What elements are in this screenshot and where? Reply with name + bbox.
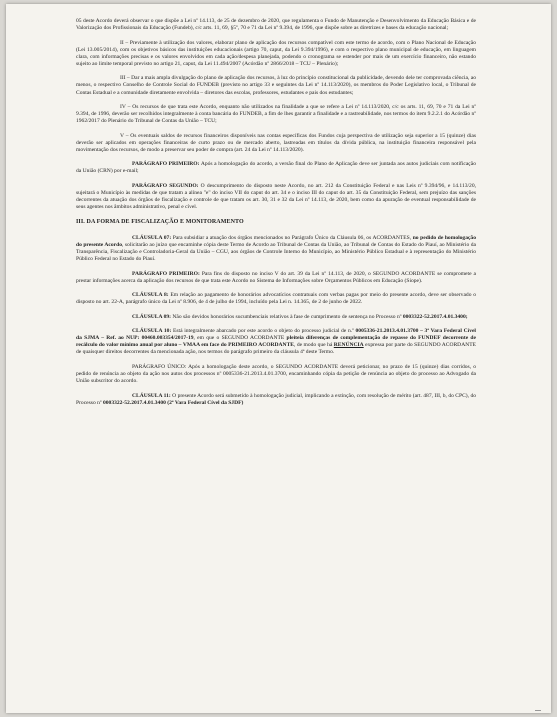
clause-emphasis: no pedido de homologação do presente Acordo bbox=[76, 234, 476, 248]
clause-lead: CLÁUSULA 10: bbox=[132, 328, 172, 335]
clause-item-iv: IV – Os recursos de que trata este Acordo, enquanto não utilizados na finalidade a que se refere a Lei nº 14.113/2020, c/c os arts. 11, 69, 70 e 71 da Lei nº 9.394, de 1996, deverão ser recolhidos integralmente à conta bancária do FUNDEB, a fim de lhes garantir a finalidade e a rastreabilidade, nos termos do item 9.2.2.1 do Acórdão nº 1962/2017 do Plenário do Tribunal de Contas da União – TCU; bbox=[76, 104, 476, 125]
clause-lead: CLÁUSULA 09: bbox=[132, 313, 171, 320]
clause-item-ii: II – Previamente à utilização dos valores, elaborar plano de aplicação dos recursos compatível com este termo de acordo, com o Plano Nacional de Educação (Lei 13.005/2014), com os objetivos básicos das instituições educacionais (artigo 70, caput, da Lei 9.394/1996), e com o respectivo plano municipal de educação, em linguagem clara, com informações precisas e os valores envolvidos em cada ação/despesa planejada, podendo o cronograma se estender por mais de um exercício financeiro, não estando sujeito ao limite temporal previsto no artigo 21, caput, da Lei 11.494/2007 (Acórdão nº 2866/2018 – TCU – Plenário); bbox=[76, 39, 476, 67]
process-number: 0005336-21.2013.4.01.3700 – 3ª Vara Federal Cível da SJMA – Ref. ao NUP: 00460.003354/2017-19 bbox=[76, 328, 476, 342]
paragraph-text: O descumprimento do disposto neste Acordo, no art. 212 da Constituição Federal e nas Leis nº 9.394/96, e 14.113/20, sujeitará o Município às medidas de que tratam a alínea "e" do inciso VII do caput do art. 34 e o inciso III do caput do art. 35 da Constituição Federal, sem prejuízo das sanções decorrentes da atuação dos órgãos de fiscalização e controle de que tratam os art. 30, 31 e 32 da Lei nº 14.113, de 2020, bem como da apuração de eventual responsabilidade de seus agentes nos âmbitos administrativo, penal e cível. bbox=[76, 182, 476, 211]
paragraph-text: Após a homologação do acordo, a versão final do Plano de Aplicação deve ser juntada aos autos judiciais com notificação da União (CRN) por e-mail; bbox=[76, 161, 476, 175]
clause-text: Está integralmente abarcado por este acordo o objeto do processo judicial de n.º bbox=[171, 328, 356, 335]
paragraph-text: Para fins do disposto no inciso V do art. 39 da Lei nº 14.113, de 2020, o SEGUNDO ACORDANTE se compromete a prestar informações acerca da aplicação dos recursos de que trata este Acordo no Sistema de Informações sobre Orçamentos Públicos em Educação (Siope). bbox=[76, 270, 476, 284]
clausula-10-paragrafo-unico: PARÁGRAFO ÚNICO: Após a homologação deste acordo, o SEGUNDO ACORDANTE deverá peticionar, no prazo de 15 (quinze) dias corridos, o pedido de renúncia ao objeto da ação nos autos dos processos nº 0005336-21.2013.4.01.3700, encaminhando cópia da petição de renúncia ao objeto do processo ao Advogado da União subscritor do acordo. bbox=[76, 363, 476, 385]
clause-text: , de modo que há bbox=[293, 342, 334, 349]
document-page bbox=[6, 4, 551, 713]
paragrafo-primeiro bbox=[76, 161, 476, 175]
paragraph-lead: PARÁGRAFO PRIMEIRO: bbox=[132, 270, 200, 277]
clausula-10 bbox=[76, 328, 476, 356]
clausula-11 bbox=[76, 393, 476, 407]
clause-lead: CLÁUSULA 8: bbox=[132, 292, 169, 299]
clause-emphasis: pleiteia diferenças de complementação de repasse do FUNDEF decorrente de recálculo do valor mínimo anual por aluno – VMAA em face do PRIMEIRO ACORDANTE bbox=[76, 335, 476, 349]
document-body bbox=[76, 18, 476, 414]
process-number: 0003322-52.2017.4.01.3400 (2ª Vara Federal Cível da SJDF) bbox=[103, 399, 244, 406]
clause-text: Não são devidos honorários sucumbenciais relativos à fase de cumprimento de sentença no Processo nº bbox=[171, 313, 403, 320]
clausula-09 bbox=[76, 314, 476, 321]
paragraph-lead: PARÁGRAFO SEGUNDO: bbox=[132, 182, 199, 189]
clause-item-v: V – Os eventuais saldos de recursos financeiros disponíveis nas contas específicas dos Fundos cuja perspectiva de utilização seja superior a 15 (quinze) dias deverão ser aplicados em operações financeiras de curto prazo ou de mercado aberto, lastreadas em títulos da dívida pública, na instituição financeira responsável pela movimentação dos recursos, de modo a preservar seu poder de compra (art. 24 da Lei nº 14.113/2020). bbox=[76, 132, 476, 153]
clause-text: Em relação ao pagamento de honorários advocatícios contratuais com verbas pagas por meio do presente acordo, deve ser observado o disposto no art. 22-A, parágrafo único da Lei nº 8.906, de 4 de julho de 1994, incluído pela Lei n. 14.365, de 2 de junho de 2022. bbox=[76, 292, 476, 306]
renuncia-emphasis: RENÚNCIA bbox=[333, 342, 364, 349]
section-heading: III. DA FORMA DE FISCALIZAÇÃO E MONITORAMENTO bbox=[76, 218, 244, 225]
process-number: 0003322-52.2017.4.01.3400; bbox=[402, 313, 468, 320]
clause-text: , solicitarão ao juízo que encaminhe cópia deste Termo de Acordo ao Tribunal de Contas da União, ao Tribunal de Contas do Estado do Piauí, ao Ministério da Transparência, Fiscalização e Controladoria-Geral da União – CGU, aos órgãos de Controle Interno do Município, ao Ministério Público Estadual e à representação do Ministério Público Federal no Estado do Piauí. bbox=[76, 241, 476, 263]
clausula-07 bbox=[76, 235, 476, 263]
paragraph-fundeb-reference: 05 deste Acordo deverá observar o que dispõe a Lei nº 14.113, de 25 de dezembro de 2020, que regulamenta o Fundo de Manutenção e Desenvolvimento da Educação Básica e de Valorização dos Profissionais da Educação (Fundeb), c/c arts. 11, 69, §5º, 70 e 71 da Lei nº 9.394, de 1996, que dispõe sobre as diretrizes e bases da educação nacional; bbox=[76, 18, 476, 32]
clause-lead: CLÁUSULA 07: bbox=[132, 234, 172, 241]
paragraph-lead: PARÁGRAFO PRIMEIRO: bbox=[132, 161, 200, 168]
clause-text: O presente Acordo será submetido à homologação judicial, implicando a extinção, com resolução de mérito (art. 487, III, b, do CPC), do Processo nº bbox=[76, 392, 476, 406]
clause-text: expressa por parte do SEGUNDO ACORDANTE de quaisquer direitos decorrentes da mencionada ação, nos termos do parágrafo primeiro da cláusula 4ª deste Termo. bbox=[76, 342, 476, 356]
clause-lead: CLÁUSULA 11: bbox=[132, 392, 171, 399]
paragrafo-segundo bbox=[76, 183, 476, 211]
clause-text: Para subsidiar a atuação dos órgãos mencionados no Parágrafo Único da Cláusula 06, os ACORDANTES, bbox=[171, 234, 413, 241]
clausula-07-paragrafo-primeiro bbox=[76, 271, 476, 285]
page-edge-mark bbox=[535, 710, 541, 711]
clause-text: , em que o SEGUNDO ACORDANTE bbox=[193, 335, 287, 342]
clausula-08 bbox=[76, 292, 476, 306]
clause-item-iii: III – Dar a mais ampla divulgação do plano de aplicação dos recursos, à luz do princípio constitucional da publicidade, devendo dele ter comprovada ciência, ao menos, o respectivo Conselho de Controle Social do FUNDEB (previsto no artigo 33 e seguintes da Lei nº 14.113/2020), os membros do Poder Legislativo local, o Tribunal de Contas Estadual e a comunidade diretamente envolvida – diretores das escolas, professores, estudantes e pais dos estudantes; bbox=[76, 75, 476, 96]
